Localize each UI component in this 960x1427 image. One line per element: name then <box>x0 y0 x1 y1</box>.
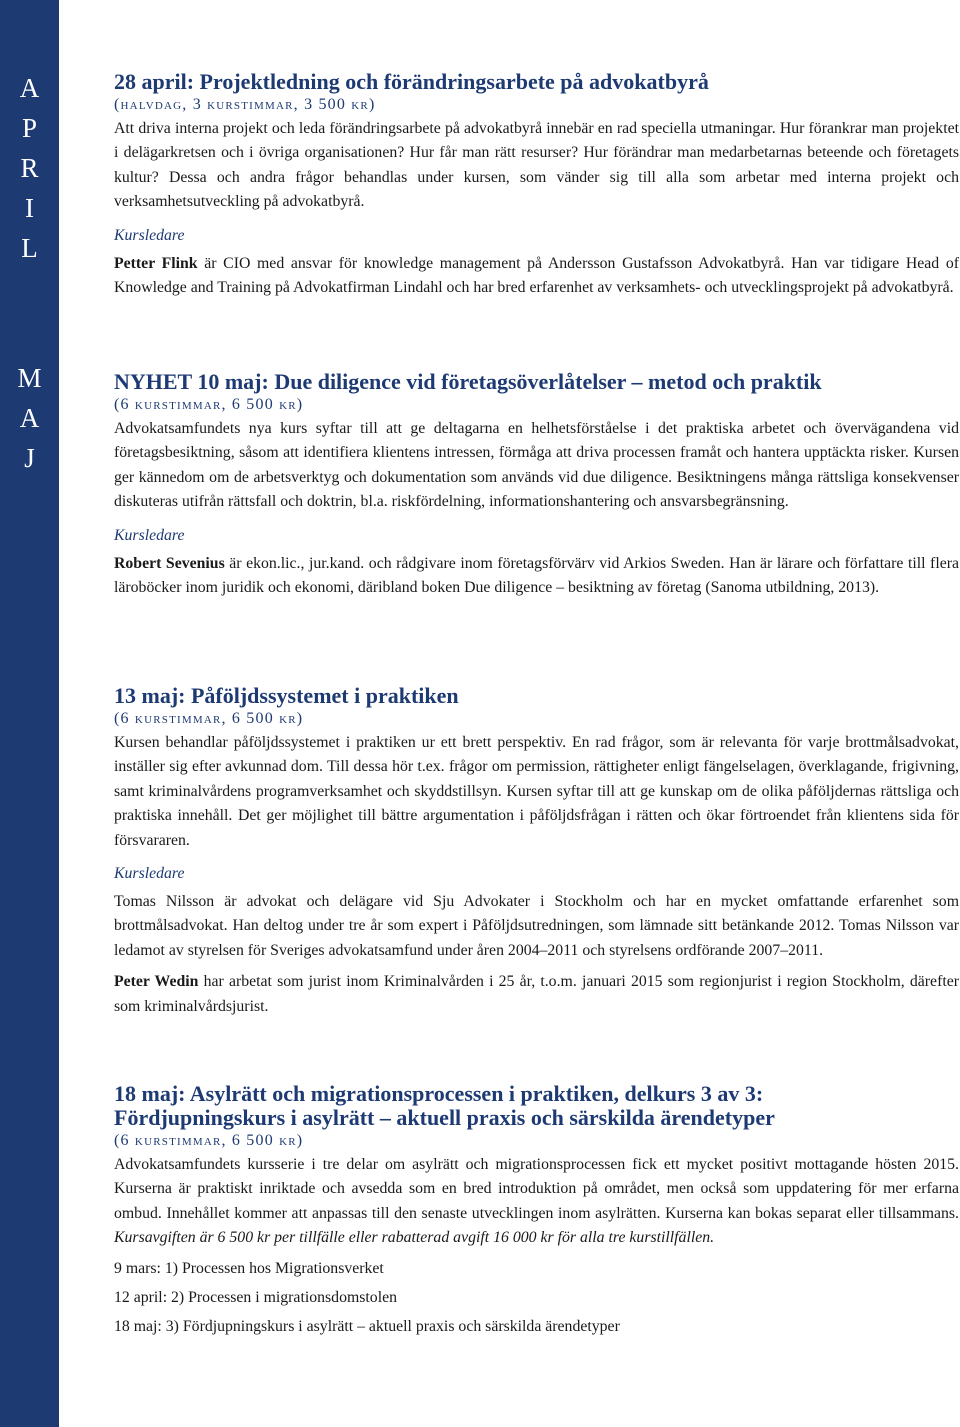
leader-bio <box>114 970 959 1019</box>
course-meta: (6 kurstimmar, 6 500 kr) <box>114 710 304 727</box>
leader-text: har arbetat som jurist inom Kriminalvården i 25 år, t.o.m. januari 2015 som regionjurist i region Stockholm, därefter som kriminalvårdsjurist. <box>114 973 959 1015</box>
course-meta: (6 kurstimmar, 6 500 kr) <box>114 396 304 413</box>
course-fee-note: Kursavgiften är 6 500 kr per tillfälle eller rabatterad avgift 16 000 kr för alla tre kurstillfällen. <box>114 1229 715 1247</box>
course-description: Advokatsamfundets nya kurs syftar till att ge deltagarna en helhetsförståelse i det praktiska arbetet och övervägandena vid företagsbesiktning, såsom att identifiera klientens intressen, förmåga att driva processen framåt och hantera upptäckta risker. Kursen ger kännedom om de arbetsverktyg och dokumentation som används vid due diligence. Besiktningens många rättsliga konsekvenser diskuteras utifrån rättsfall och doktrin, bl.a. riskfördelning, informationshantering och ansvarsbegränsning. <box>114 420 959 511</box>
month-label-maj <box>0 358 59 478</box>
month-letter: I <box>25 193 34 223</box>
course-section-pafoljdssystemet <box>114 684 959 1019</box>
leader-name: Robert Sevenius <box>114 554 225 572</box>
course-description: Att driva interna projekt och leda förändringsarbete på advokatbyrå innebär en rad speciella utmaningar. Hur förankrar man projektet i delägarkretsen och i övriga organisationen? Hur får man rätt resurser? Hur förändrar man medarbetarnas beteende och företagets kultur? Dessa och andra frågor behandlas under kursen, som vänder sig till alla som arbetar med interna projekt och verksamhetsutveckling på advokatbyrå. <box>114 120 959 211</box>
course-title-line-2: Fördjupningskurs i asylrätt – aktuell praxis och särskilda ärendetyper <box>114 1105 775 1130</box>
month-letter: J <box>24 443 35 473</box>
course-description: Kursen behandlar påföljdssystemet i praktiken ur ett brett perspektiv. En rad frågor, som är relevanta för varje brottmålsadvokat, inställer sig efter avkunnad dom. Till dessa hör t.ex. frågor om permission, rättigheter enligt fängelselagen, överklagande, frigivning, samt kriminalvårdens programverksamhet och skyddstillsyn. Kursen syftar till att ge kunskap om de olika påföljdernas rättsliga och praktiska innehåll. Det ger möjlighet till bättre argumentation i påföljdsfrågan i rätten och ökar förtroendet från klientens sida för försvararen. <box>114 734 959 849</box>
course-title-line-1: 18 maj: Asylrätt och migrationsprocessen i praktiken, delkurs 3 av 3: <box>114 1081 764 1106</box>
course-description-text: Advokatsamfundets kursserie i tre delar om asylrätt och migrationsprocessen fick ett mycket positivt mottagande hösten 2015. Kurserna är praktiskt inriktade och avsedda som en bred introduktion på området, men också som uppdatering för mer erfarna ombud. Innehållet kommer att anpassas till den senaste utvecklingen inom asylrätten. Kurserna kan bokas separat eller tillsammans. <box>114 1156 959 1222</box>
month-letter: R <box>20 153 39 183</box>
month-label-april <box>0 68 59 268</box>
course-section-projektledning <box>114 70 959 300</box>
course-title: 13 maj: Påföljdssystemet i praktiken <box>114 683 459 708</box>
month-sidebar <box>0 0 59 1427</box>
course-meta: (6 kurstimmar, 6 500 kr) <box>114 1132 304 1149</box>
course-title: NYHET 10 maj: Due diligence vid företagsöverlåtelser – metod och praktik <box>114 369 822 394</box>
month-letter: P <box>21 113 38 143</box>
course-meta: (halvdag, 3 kurstimmar, 3 500 kr) <box>114 96 376 113</box>
month-letter: L <box>21 233 38 263</box>
leader-bio: Tomas Nilsson är advokat och delägare vid Sju Advokater i Stockholm och har en mycket omfattande erfarenhet som brottmålsadvokat. Han deltog under tre år som expert i Påföljdsutredningen, som lämnade sitt betänkande 2012. Tomas Nilsson var ledamot av styrelsen för Sveriges advokatsamfund under åren 2004–2011 och styrelsens ordförande 2007–2011. <box>114 893 959 959</box>
list-item: 12 april: 2) Processen i migrationsdomstolen <box>114 1289 397 1307</box>
leader-bio <box>114 252 959 301</box>
month-letter: M <box>17 363 42 393</box>
leader-name: Petter Flink <box>114 254 198 272</box>
leader-text: är ekon.lic., jur.kand. och rådgivare inom företagsförvärv vid Arkios Sweden. Han är lärare och författare till flera läroböcker inom juridik och ekonomi, däribland boken Due diligence – besiktning av företag (Sanoma utbildning, 2013). <box>114 554 959 597</box>
course-dates-list <box>114 1257 959 1340</box>
course-title: 28 april: Projektledning och förändringsarbete på advokatbyrå <box>114 69 709 94</box>
kursledare-heading: Kursledare <box>114 865 185 883</box>
course-section-due-diligence <box>114 370 959 600</box>
kursledare-heading: Kursledare <box>114 226 185 244</box>
leader-name: Peter Wedin <box>114 973 199 991</box>
course-description <box>114 1153 959 1251</box>
course-section-asylratt <box>114 1082 959 1340</box>
list-item: 9 mars: 1) Processen hos Migrationsverket <box>114 1259 384 1277</box>
list-item: 18 maj: 3) Fördjupningskurs i asylrätt – aktuell praxis och särskilda ärendetyper <box>114 1318 620 1336</box>
leader-bio <box>114 552 959 601</box>
leader-text: är CIO med ansvar för knowledge management på Andersson Gustafsson Advokatbyrå. Han var tidigare Head of Knowledge and Training på Advokatfirman Lindahl och har bred erfarenhet av verksamhets- och utvecklingsprojekt på advokatbyrå. <box>114 254 959 297</box>
month-letter: A <box>19 403 40 433</box>
month-letter: A <box>19 73 40 103</box>
kursledare-heading: Kursledare <box>114 526 185 544</box>
